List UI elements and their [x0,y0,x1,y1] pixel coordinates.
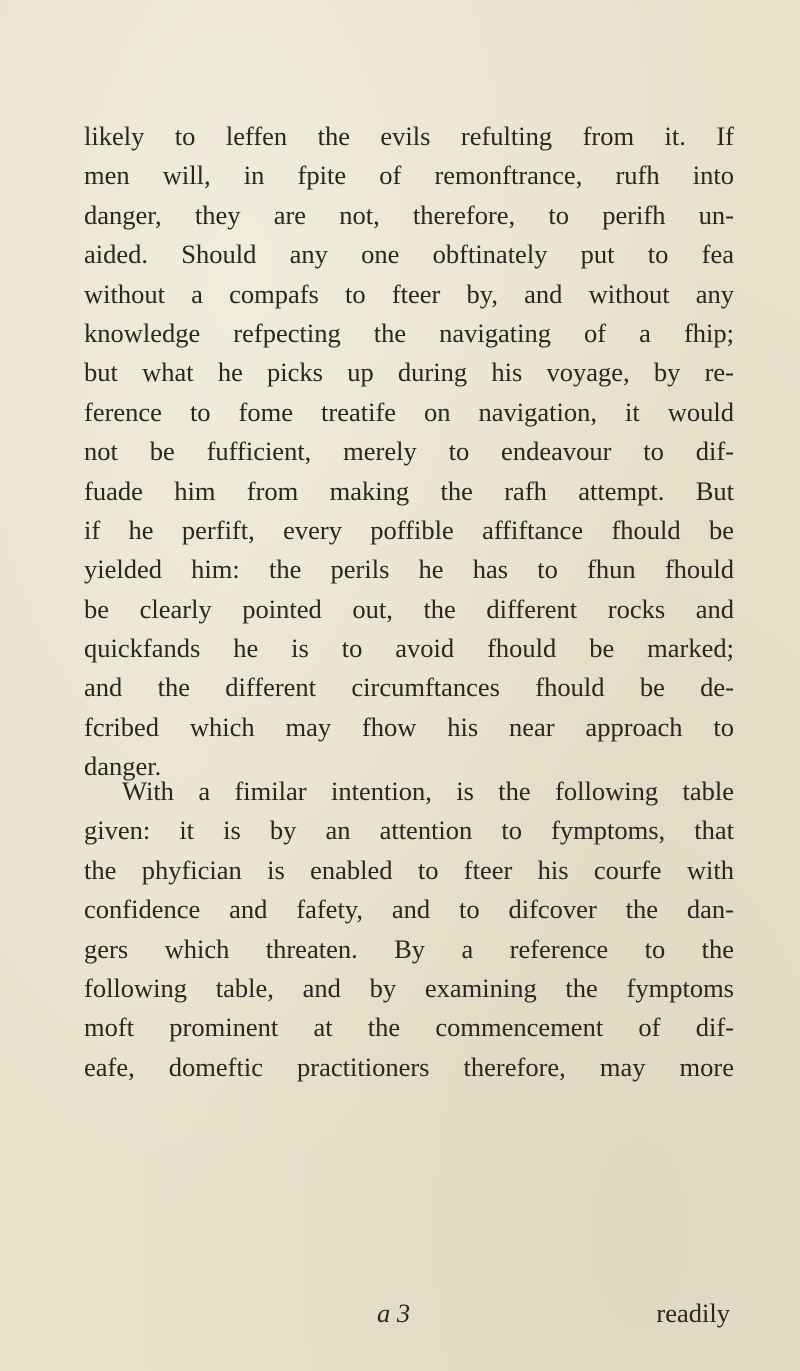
text-line: moft prominent at the commencement of dif- [84,1012,734,1043]
text-line: following table, and by examining the fymptoms [84,972,734,1003]
text-line: quickfands he is to avoid fhould be marked; [84,633,734,664]
text-line: men will, in fpite of remonftrance, rufh into [84,160,734,191]
text-line: but what he picks up during his voyage, by re- [84,357,734,388]
text-line: knowledge refpecting the navigating of a fhip; [84,317,734,348]
text-line: danger, they are not, therefore, to perifh un- [84,199,734,230]
text-line: not be fufficient, merely to endeavour to dif- [84,436,734,467]
text-line: yielded him: the perils he has to fhun fhould [84,554,734,585]
text-line: the phyfician is enabled to fteer his courfe with [84,854,734,885]
text-line: eafe, domeftic practitioners therefore, may more [84,1051,734,1082]
text-line: fuade him from making the rafh attempt. But [84,475,734,506]
text-line: aided. Should any one obftinately put to fea [84,239,734,270]
text-line: fcribed which may fhow his near approach to [84,711,734,742]
text-line: ference to fome treatife on navigation, it would [84,396,734,427]
text-line: danger. [84,751,162,782]
signature-mark: a 3 [377,1298,411,1328]
paragraph-1 [84,117,734,787]
text-line: be clearly pointed out, the different rocks and [84,593,734,624]
text-line: given: it is by an attention to fymptoms, that [84,815,734,846]
text-line: likely to leffen the evils refulting from it. If [84,121,734,151]
text-line: if he perfift, every poffible affiftance fhould be [84,514,734,545]
text-line: confidence and fafety, and to difcover the dan- [84,894,734,925]
text-line: and the different circumftances fhould be de- [84,672,734,703]
text-line: without a compafs to fteer by, and without any [84,278,734,309]
catchword: readily [656,1298,730,1328]
text-line: With a fimilar intention, is the following table [122,776,734,806]
text-line: gers which threaten. By a reference to the [84,933,734,964]
paragraph-2 [84,772,734,1087]
page-footer [84,1298,734,1338]
